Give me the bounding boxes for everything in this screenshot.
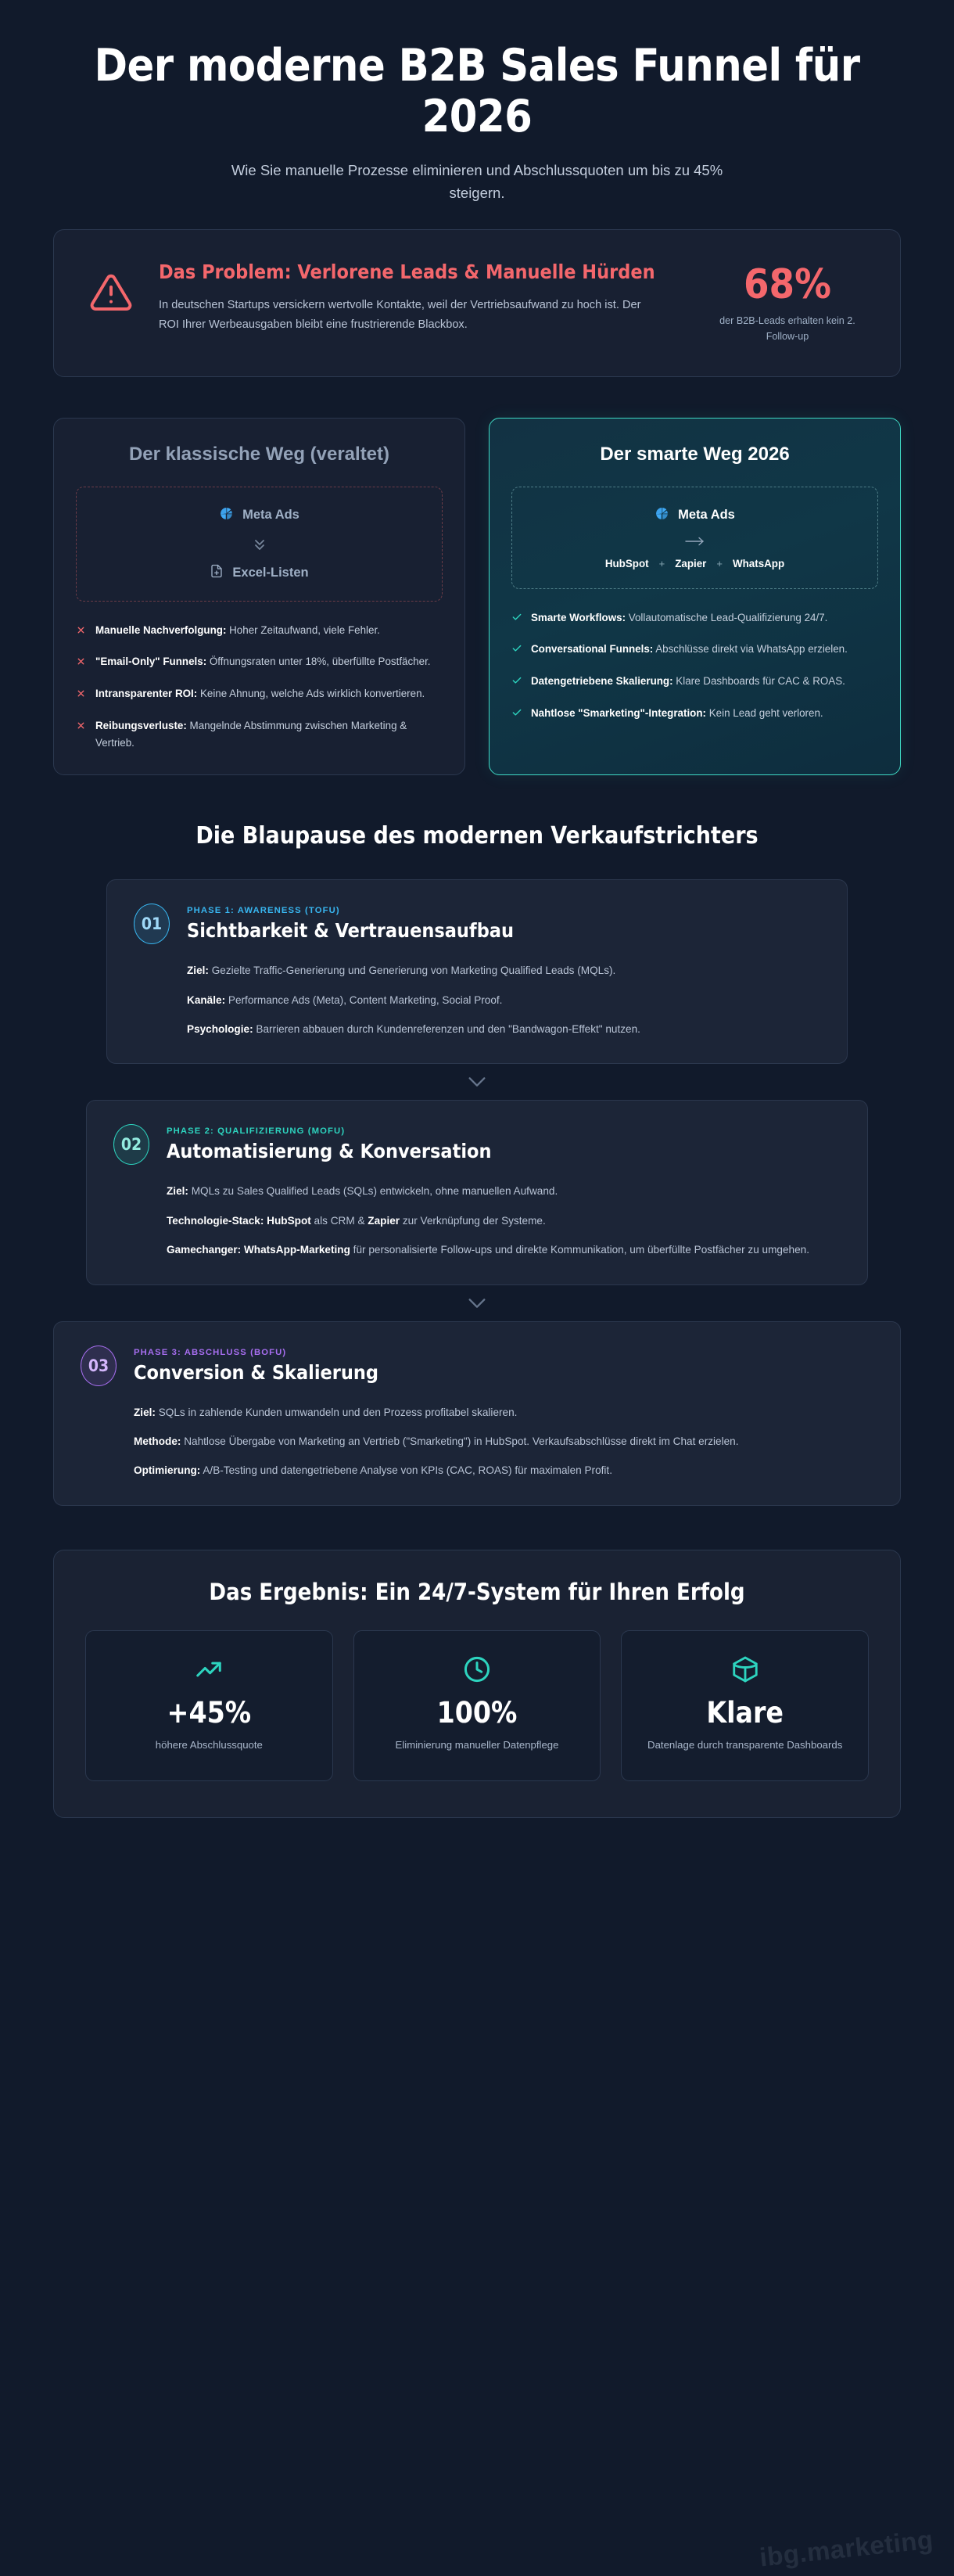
list-item [511,609,878,628]
problem-stat [709,260,866,344]
old-flow-node-1-label: Meta Ads [242,508,299,523]
old-flow-node-2-label: Excel-Listen [232,565,309,580]
arrow-right-icon [526,535,863,548]
chevron-down-icon [53,1285,901,1321]
old-flow-node-2 [91,564,428,582]
result-card-3 [621,1630,869,1781]
check-icon [511,609,522,628]
check-icon [511,641,522,659]
phase-line [134,1403,873,1421]
phase-line-label: Ziel: [167,1185,188,1198]
tech-stack-row [526,558,863,569]
comparison-section [53,418,901,776]
stack-item-hubspot: HubSpot [604,557,649,569]
phase-kicker: PHASE 2: QUALIFIZIERUNG (MOFU) [167,1126,346,1137]
phase-title: Automatisierung & Konversation [167,1140,492,1163]
list-item-text: Abschlüsse direkt via WhatsApp erzielen. [653,643,848,656]
result-value: Klare [706,1695,784,1730]
phase-line-label: Ziel: [187,965,209,977]
phase-line-label: Ziel: [134,1406,156,1418]
phase-badge-1 [134,904,170,944]
list-item-bold: Manuelle Nachverfolgung: [95,623,227,636]
new-way-bullets [511,609,878,724]
phase-line-label: Kanäle: [187,993,226,1006]
x-icon [76,653,87,672]
phase-line [187,961,820,979]
hero-section [0,0,954,215]
list-item-bold: Conversational Funnels: [531,643,654,656]
list-item-text: Mangelnde Abstimmung zwischen Marketing & Vertrieb. [95,719,407,749]
phase-line-text: Gezielte Traffic-Generierung und Generierung von Marketing Qualified Leads (MQLs). [208,965,616,977]
list-item [76,653,443,672]
clock-icon [368,1654,586,1684]
meta-ads-icon [219,506,234,525]
phase-badge-3 [81,1345,117,1386]
meta-ads-icon [655,506,669,525]
problem-stat-value: 68% [744,261,831,309]
page-title: Der moderne B2B Sales Funnel für 2026 [94,40,860,142]
result-label: Datenlage durch transparente Dashboards [647,1738,843,1751]
new-flow-node-1-label: Meta Ads [678,508,735,523]
stack-separator: + [658,557,665,569]
phase-number: 01 [141,914,163,934]
phase-number: 02 [120,1135,142,1155]
stack-separator: + [716,557,723,569]
phase-line-text: als CRM & [310,1214,368,1227]
list-item-text: Hoher Zeitaufwand, viele Fehler. [226,623,380,636]
file-plus-icon [210,564,224,582]
new-way-card [489,418,901,776]
problem-card [53,229,901,376]
phase-line-label: Psychologie: [187,1023,253,1036]
x-icon [76,685,87,704]
phase-title: Conversion & Skalierung [134,1360,379,1384]
stack-item-whatsapp: WhatsApp [732,557,785,569]
phase-line-text: A/B-Testing und datengetriebene Analyse von KPIs (CAC, ROAS) für maximalen Profit. [200,1464,612,1477]
list-item-text: Keine Ahnung, welche Ads wirklich konvertieren. [197,688,425,700]
result-label: höhere Abschlussquote [155,1738,263,1751]
new-flow-node-1 [526,506,863,525]
list-item-text: Kein Lead geht verloren. [706,706,823,719]
phase-line [134,1432,873,1450]
phase-line-label: Optimierung: [134,1464,201,1477]
phase-line-label-2: Zapier [368,1214,400,1227]
list-item-text: Öffnungsraten unter 18%, überfüllte Postfächer. [206,656,431,668]
list-item-bold: "Email-Only" Funnels: [95,656,207,668]
x-icon [76,717,87,751]
problem-text: In deutschen Startups versickern wertvolle Kontakte, weil der Vertriebsaufwand zu hoch ist. Der ROI Ihrer Werbeausgaben bleibt eine frustrierende Blackbox. [159,299,641,332]
alert-triangle-icon [88,260,137,318]
phase-line-text: Nahtlose Übergabe von Marketing an Vertrieb ("Smarketing") in HubSpot. Verkaufsabschlüsse direkt im Chat erzielen. [181,1435,739,1447]
old-way-bullets [76,622,443,752]
result-section [53,1550,901,1818]
phase-line [134,1461,873,1479]
result-card-1 [85,1630,333,1781]
old-way-title: Der klassische Weg (veraltet) [128,443,390,465]
new-way-title: Der smarte Weg 2026 [600,443,790,465]
phase-line-label: Methode: [134,1435,181,1447]
phase-line [167,1212,841,1230]
phase-line-text-2: zur Verknüpfung der Systeme. [400,1214,546,1227]
result-value: +45% [167,1695,252,1730]
list-item-bold: Reibungsverluste: [95,719,187,731]
list-item [76,717,443,751]
list-item [511,641,878,659]
phase-title: Sichtbarkeit & Vertrauensaufbau [187,919,514,943]
trending-up-icon [100,1654,318,1684]
phase-number: 03 [88,1356,109,1375]
check-icon [511,705,522,724]
old-way-flow [76,487,443,602]
x-icon [76,622,87,641]
list-item [511,705,878,724]
list-item-bold: Smarte Workflows: [531,611,626,623]
phase-line [167,1241,841,1259]
list-item-bold: Intransparenter ROI: [95,688,198,700]
phase-kicker: PHASE 1: AWARENESS (TOFU) [187,906,340,916]
phase-card-2 [86,1100,868,1284]
result-label: Eliminierung manueller Datenpflege [395,1738,559,1751]
list-item-bold: Datengetriebene Skalierung: [531,675,673,688]
new-way-flow [511,487,878,589]
phase-line-text: für personalisierte Follow-ups und direkte Kommunikation, um überfüllte Postfächer zu umgehen. [350,1244,809,1256]
old-flow-node-1 [91,506,428,525]
phase-card-1 [106,879,848,1064]
phase-kicker: PHASE 3: ABSCHLUSS (BOFU) [134,1347,287,1357]
page-subtitle: Wie Sie manuelle Prozesse eliminieren und Abschlussquoten um bis zu 45% steigern. [231,161,723,201]
list-item [76,685,443,704]
check-icon [511,673,522,692]
database-box-icon [636,1654,854,1684]
blueprint-title: Die Blaupause des modernen Verkaufstrichters [195,822,759,850]
result-title: Das Ergebnis: Ein 24/7-System für Ihren Erfolg [209,1578,745,1605]
phase-line-text: SQLs in zahlende Kunden umwandeln und den Prozess profitabel skalieren. [155,1406,518,1418]
list-item-bold: Nahtlose "Smarketing"-Integration: [531,706,706,719]
phase-line [187,991,820,1009]
phase-badge-2 [113,1124,149,1165]
phase-line-label: Gamechanger: WhatsApp-Marketing [167,1244,350,1256]
phase-line-text: MQLs zu Sales Qualified Leads (SQLs) entwickeln, ohne manuellen Aufwand. [188,1185,558,1198]
phase-line-text: Performance Ads (Meta), Content Marketing, Social Proof. [225,993,503,1006]
list-item [76,622,443,641]
problem-stat-label: der B2B-Leads erhalten kein 2. Follow-up [719,315,855,343]
chevrons-down-icon [91,535,428,554]
stack-item-zapier: Zapier [675,557,707,569]
phase-card-3 [53,1321,901,1506]
list-item [511,673,878,692]
phase-line-text: Barrieren abbauen durch Kundenreferenzen und den "Bandwagon-Effekt" nutzen. [253,1023,640,1036]
chevron-down-icon [53,1064,901,1100]
old-way-card [53,418,465,776]
watermark: ibg.marketing [758,2524,935,2572]
list-item-text: Vollautomatische Lead-Qualifizierung 24/7. [626,611,828,623]
result-value: 100% [436,1695,518,1730]
list-item-text: Klare Dashboards für CAC & ROAS. [672,675,845,688]
result-card-2 [353,1630,601,1781]
phase-line-label: Technologie-Stack: HubSpot [167,1214,311,1227]
problem-title: Das Problem: Verlorene Leads & Manuelle Hürden [159,260,655,284]
phase-line [187,1020,820,1038]
phases-list [53,879,901,1505]
phase-line [167,1182,841,1200]
